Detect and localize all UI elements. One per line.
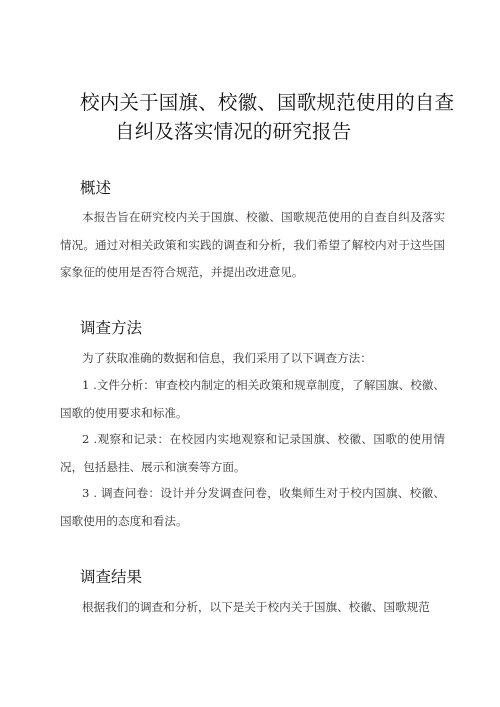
title-line-1: 校内关于国旗、校徽、国歌规范使用的自查 [80, 91, 455, 114]
method-item-2: 2 .观察和记录：在校园内实地观察和记录国旗、校徽、国歌的使用情况，包括悬挂、展示和演奏等方面。 [60, 432, 445, 474]
method-item-3: 3 . 调查问卷：设计并分发调查问卷，收集师生对于校内国旗、校徽、国歌使用的态度和看法。 [60, 486, 445, 528]
section-heading-overview: 概述 [80, 179, 112, 197]
overview-paragraph: 本报告旨在研究校内关于国旗、校徽、国歌规范使用的自查自纠及落实情况。通过对相关政策和实践的调查和分析，我们希望了解校内对于这些国家象征的使用是否符合规范，并提出改进意见。 [60, 210, 445, 279]
section-heading-methods: 调查方法 [80, 319, 143, 337]
document-title [60, 88, 455, 146]
section-heading-results: 调查结果 [80, 568, 143, 586]
title-line-2: 自纠及落实情况的研究报告 [115, 120, 352, 143]
method-item-1: 1 .文件分析：审查校内制定的相关政策和规章制度，了解国旗、校徽、国歌的使用要求和标准。 [60, 378, 445, 420]
methods-intro-paragraph: 为了获取准确的数据和信息，我们采用了以下调查方法： [82, 351, 372, 365]
results-paragraph: 根据我们的调查和分析，以下是关于校内关于国旗、校徽、国歌规范 [82, 600, 430, 614]
